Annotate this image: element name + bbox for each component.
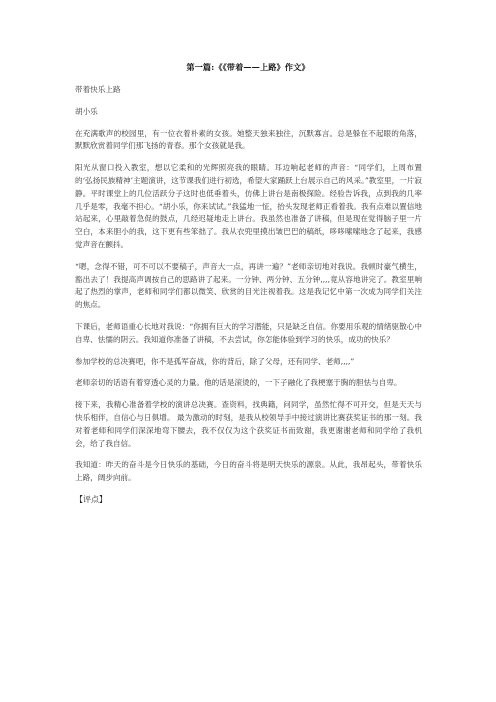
paragraph: 参加学校的总决赛吧，你不是孤军奋战，你的背后，除了父母，还有同学、老师,,,,” — [75, 356, 355, 366]
paragraph: 在充满歌声的校园里，有一位衣着朴素的女孩。她整天独来独往，沉默寡言。总是躲在不起眼的角落，默默欣赏着同学们那飞扬的青春。那个女孩就是我。 — [75, 128, 422, 151]
document-body — [75, 84, 422, 507]
paragraph: 接下来，我精心准备着学校的演讲总决赛。查资料，找典籍，问同学，虽然忙得不可开交，但是天天与快乐相伴，自信心与日俱增。 最为激动的时刻，是我从校领导手中接过演讲比赛获奖证书的那一刻。我对着老师和同学们深深地弯下腰去，我不仅仅为这个获奖证书而致谢，我更谢谢老师和同学给了我机会，给了我自信。 — [75, 400, 422, 448]
essay-title: 带着快乐上路 — [75, 85, 121, 94]
paragraph: 我知道：昨天的奋斗是今日快乐的基础，今日的奋斗将是明天快乐的源泉。从此，我昂起头，带着快乐上路，阔步向前。 — [75, 460, 422, 483]
paragraph: 老师亲切的话语有着穿透心灵的力量。他的话是滚烫的，一下子融化了我梗塞于胸的胆怯与自卑。 — [75, 378, 402, 388]
paragraph: “嗯，念得不错，可不可以不要稿子，声音大一点，再讲一遍？”老师亲切地对我说。我顿时豪气横生，豁出去了！我提高声调按自己的思路讲了起来。一分钟、两分钟、五分钟,,,,竟从容地讲完了。教室里响起了热烈的掌声，老师和同学们都以微笑、欣赏的目光注视着我。这是我记忆中第一次成为同学们关注的焦点。 — [75, 261, 422, 310]
author-name: 胡小乐 — [75, 106, 98, 116]
comment-heading: 【评点】 — [75, 494, 107, 504]
paragraph: 阳光从窗口投入教室，想以它柔和的光辉照亮我的眼睛。耳边响起老师的声音：“同学们，上周布置的‘弘扬民族精神’主题演讲，这节课我们进行初选，希望大家踊跃上台展示自己的风采。”教室里，一片寂静。平时课堂上的几位活跃分子这时也低垂着头，仿佛上讲台是南极探险。经验告诉我，点到我的几率几乎是零，我毫不担心。“胡小乐，你来试试。”我猛地一怔，抬头发现老师正看着我。我有点难以置信地站起来，心里敲着急促的鼓点，几经迟疑地走上讲台。我虽然也准备了讲稿，但是现在觉得脑子里一片空白，本来胆小的我，这下更有些笨拙了。我从衣兜里摸出皱巴巴的稿纸，哆哆嗦嗦地念了起来，我感觉声音在颤抖。 — [75, 163, 422, 249]
paragraph: 下课后，老师语重心长地对我说：“你拥有巨大的学习潜能，只是缺乏自信。你要用乐观的情绪驱散心中自卑、怯懦的阴云。我知道你准备了讲稿，不去尝试，你怎能体验到学习的快乐，成功的快乐？ — [75, 321, 422, 344]
document-title: 第一篇:《《带着——上路》作文》 — [186, 62, 310, 72]
